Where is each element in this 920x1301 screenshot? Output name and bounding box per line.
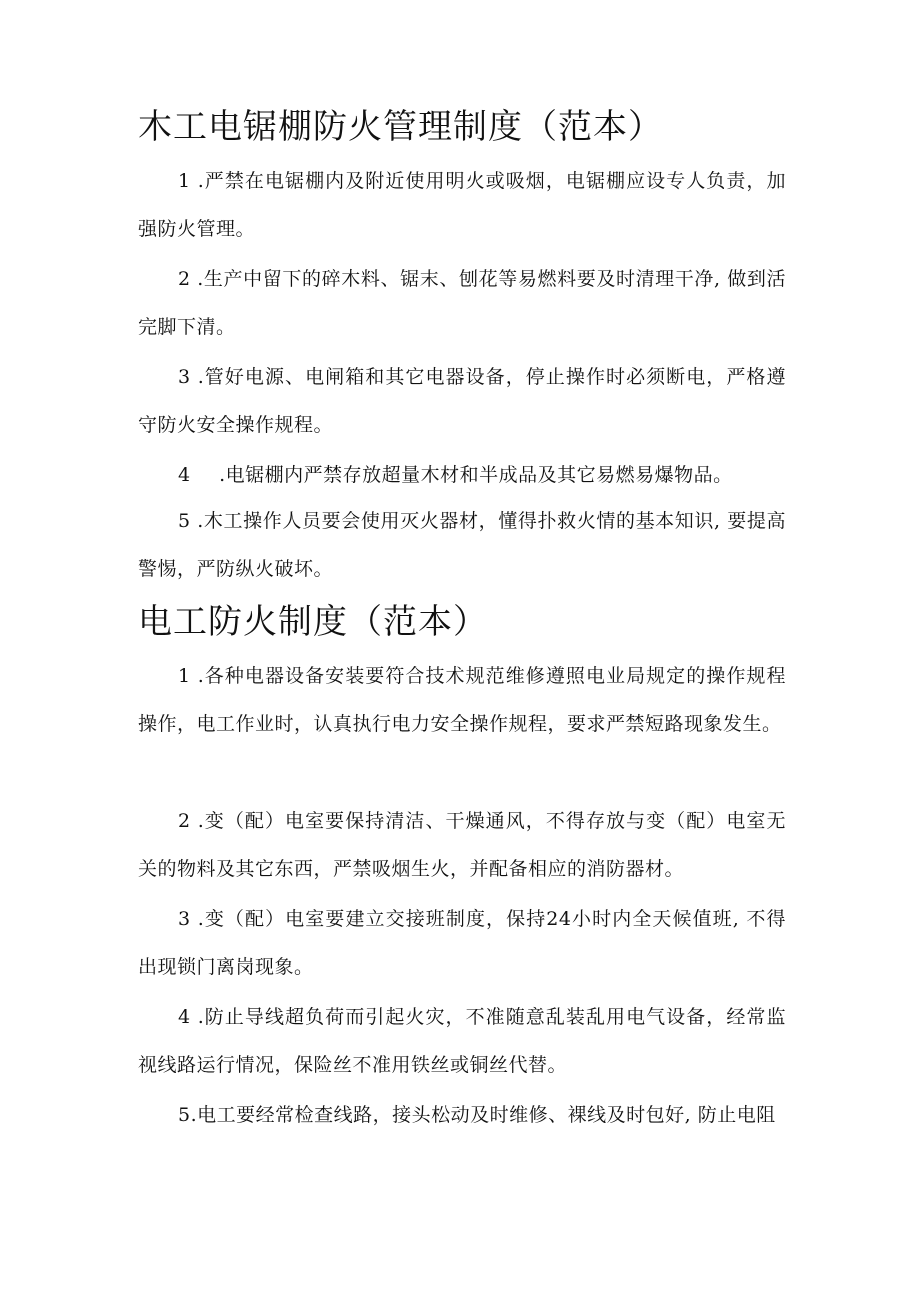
item-text: .生产中留下的碎木料、锯末、刨花等易燃料要及时清理干净, 做到活完脚下清。 — [138, 268, 786, 338]
section2-item-3 — [138, 895, 786, 991]
section2-item-2 — [138, 797, 786, 893]
item-text: .防止导线超负荷而引起火灾，不准随意乱装乱用电气设备，经常监视线路运行情况，保险丝不准用铁丝或铜丝代替。 — [138, 1006, 786, 1076]
section1-title: 木工电锯棚防火管理制度（范本） — [138, 107, 663, 147]
item-number: 3 — [178, 908, 191, 930]
item-text: .变（配）电室要建立交接班制度，保持24小时内全天候值班, 不得出现锁门离岗现象。 — [138, 908, 786, 978]
item-number: 5 — [178, 510, 191, 532]
item-text: .严禁在电锯棚内及附近使用明火或吸烟，电锯棚应设专人负责，加强防火管理。 — [138, 170, 786, 240]
item-text: .各种电器设备安装要符合技术规范维修遵照电业局规定的操作规程操作，电工作业时，认真执行电力安全操作规程，要求严禁短路现象发生。 — [138, 665, 786, 735]
item-text: .木工操作人员要会使用灭火器材，懂得扑救火情的基本知识, 要提高警惕，严防纵火破坏。 — [138, 510, 786, 580]
item-number: 3 — [178, 366, 191, 388]
item-number: 2 — [178, 268, 191, 290]
item-text: .变（配）电室要保持清洁、干燥通风，不得存放与变（配）电室无关的物料及其它东西，严禁吸烟生火，并配备相应的消防器材。 — [138, 810, 786, 880]
item-number: 4 — [178, 464, 191, 486]
item-text: .管好电源、电闸箱和其它电器设备，停止操作时必须断电，严格遵守防火安全操作规程。 — [138, 366, 786, 436]
item-number: 5 — [178, 1104, 191, 1126]
section2-title: 电工防火制度（范本） — [138, 602, 488, 642]
item-number: 1 — [178, 665, 191, 687]
section1-item-3 — [138, 353, 786, 449]
item-text: .电锯棚内严禁存放超量木材和半成品及其它易燃易爆物品。 — [212, 464, 733, 486]
section1-item-2 — [138, 255, 786, 351]
section1-item-5 — [138, 497, 786, 593]
item-number: 2 — [178, 810, 191, 832]
section2-item-1 — [138, 652, 786, 748]
item-number: 1 — [178, 170, 191, 192]
item-text: .电工要经常检查线路，接头松动及时维修、裸线及时包好, 防止电阻 — [190, 1104, 776, 1126]
section2-item-4 — [138, 993, 786, 1089]
section2-item-5 — [138, 1091, 786, 1139]
item-number: 4 — [178, 1006, 191, 1028]
section1-item-1 — [138, 157, 786, 253]
section1-item-4 — [138, 451, 786, 499]
